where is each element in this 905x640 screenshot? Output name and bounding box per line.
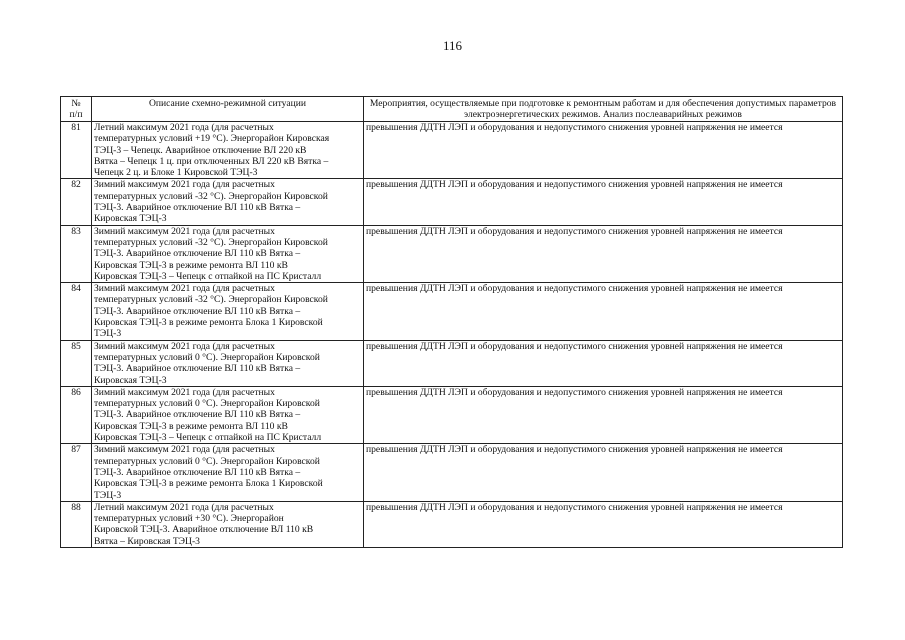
- row-measures: превышения ДДТН ЛЭП и оборудования и недопустимого снижения уровней напряжения не имеется: [364, 283, 843, 340]
- row-description: Зимний максимум 2021 года (для расчетных температурных условий -32 °С). Энергорайон Кировской ТЭЦ-3. Аварийное отключение ВЛ 110 кВ Вятка – Кировская ТЭЦ-3: [92, 179, 364, 225]
- header-description: Описание схемно-режимной ситуации: [92, 97, 364, 122]
- table-row: [61, 340, 843, 386]
- row-measures: превышения ДДТН ЛЭП и оборудования и недопустимого снижения уровней напряжения не имеется: [364, 444, 843, 501]
- row-number: 85: [61, 340, 92, 386]
- row-description: Зимний максимум 2021 года (для расчетных температурных условий 0 °С). Энергорайон Кировской ТЭЦ-3. Аварийное отключение ВЛ 110 кВ Вятка – Кировская ТЭЦ-3 в режиме ремонта ВЛ 110 кВ Кировская ТЭЦ-3 – Чепецк с отпайкой на ПС Кристалл: [92, 386, 364, 443]
- table-row: [61, 386, 843, 443]
- row-description: Зимний максимум 2021 года (для расчетных температурных условий -32 °С). Энергорайон Кировской ТЭЦ-3. Аварийное отключение ВЛ 110 кВ Вятка – Кировская ТЭЦ-3 в режиме ремонта Блока 1 Кировской ТЭЦ-3: [92, 283, 364, 340]
- header-measures: Мероприятия, осуществляемые при подготовке к ремонтным работам и для обеспечения допустимых параметров электроэнергетических режимов. Анализ послеаварийных режимов: [364, 97, 843, 122]
- row-measures: превышения ДДТН ЛЭП и оборудования и недопустимого снижения уровней напряжения не имеется: [364, 340, 843, 386]
- row-measures: превышения ДДТН ЛЭП и оборудования и недопустимого снижения уровней напряжения не имеется: [364, 386, 843, 443]
- row-measures: превышения ДДТН ЛЭП и оборудования и недопустимого снижения уровней напряжения не имеется: [364, 501, 843, 547]
- row-measures: превышения ДДТН ЛЭП и оборудования и недопустимого снижения уровней напряжения не имеется: [364, 179, 843, 225]
- row-number: 87: [61, 444, 92, 501]
- table-row: [61, 501, 843, 547]
- row-number: 82: [61, 179, 92, 225]
- row-number: 86: [61, 386, 92, 443]
- row-description: Зимний максимум 2021 года (для расчетных температурных условий -32 °С). Энергорайон Кировской ТЭЦ-3. Аварийное отключение ВЛ 110 кВ Вятка – Кировская ТЭЦ-3 в режиме ремонта ВЛ 110 кВ Кировская ТЭЦ-3 – Чепецк с отпайкой на ПС Кристалл: [92, 225, 364, 282]
- table-body: [61, 122, 843, 548]
- table-row: [61, 444, 843, 501]
- row-measures: превышения ДДТН ЛЭП и оборудования и недопустимого снижения уровней напряжения не имеется: [364, 122, 843, 179]
- row-description: Летний максимум 2021 года (для расчетных температурных условий +19 °С). Энергорайон Кировская ТЭЦ-3 – Чепецк. Аварийное отключение ВЛ 220 кВ Вятка – Чепецк 1 ц. при отключенных ВЛ 220 кВ Вятка – Чепецк 2 ц. и Блоке 1 Кировской ТЭЦ-3: [92, 122, 364, 179]
- page-number: 116: [442, 38, 463, 53]
- row-description: Летний максимум 2021 года (для расчетных температурных условий +30 °С). Энергорайон Кировской ТЭЦ-3. Аварийное отключение ВЛ 110 кВ Вятка – Кировская ТЭЦ-3: [92, 501, 364, 547]
- row-description: Зимний максимум 2021 года (для расчетных температурных условий 0 °С). Энергорайон Кировской ТЭЦ-3. Аварийное отключение ВЛ 110 кВ Вятка – Кировская ТЭЦ-3 в режиме ремонта Блока 1 Кировской ТЭЦ-3: [92, 444, 364, 501]
- table-row: [61, 179, 843, 225]
- table-header-row: [61, 97, 843, 122]
- header-num: № п/п: [61, 97, 92, 122]
- row-number: 81: [61, 122, 92, 179]
- table-row: [61, 225, 843, 282]
- row-number: 83: [61, 225, 92, 282]
- table-row: [61, 122, 843, 179]
- schemes-table: [60, 96, 843, 548]
- row-description: Зимний максимум 2021 года (для расчетных температурных условий 0 °С). Энергорайон Кировской ТЭЦ-3. Аварийное отключение ВЛ 110 кВ Вятка – Кировская ТЭЦ-3: [92, 340, 364, 386]
- row-number: 88: [61, 501, 92, 547]
- table-row: [61, 283, 843, 340]
- row-measures: превышения ДДТН ЛЭП и оборудования и недопустимого снижения уровней напряжения не имеется: [364, 225, 843, 282]
- row-number: 84: [61, 283, 92, 340]
